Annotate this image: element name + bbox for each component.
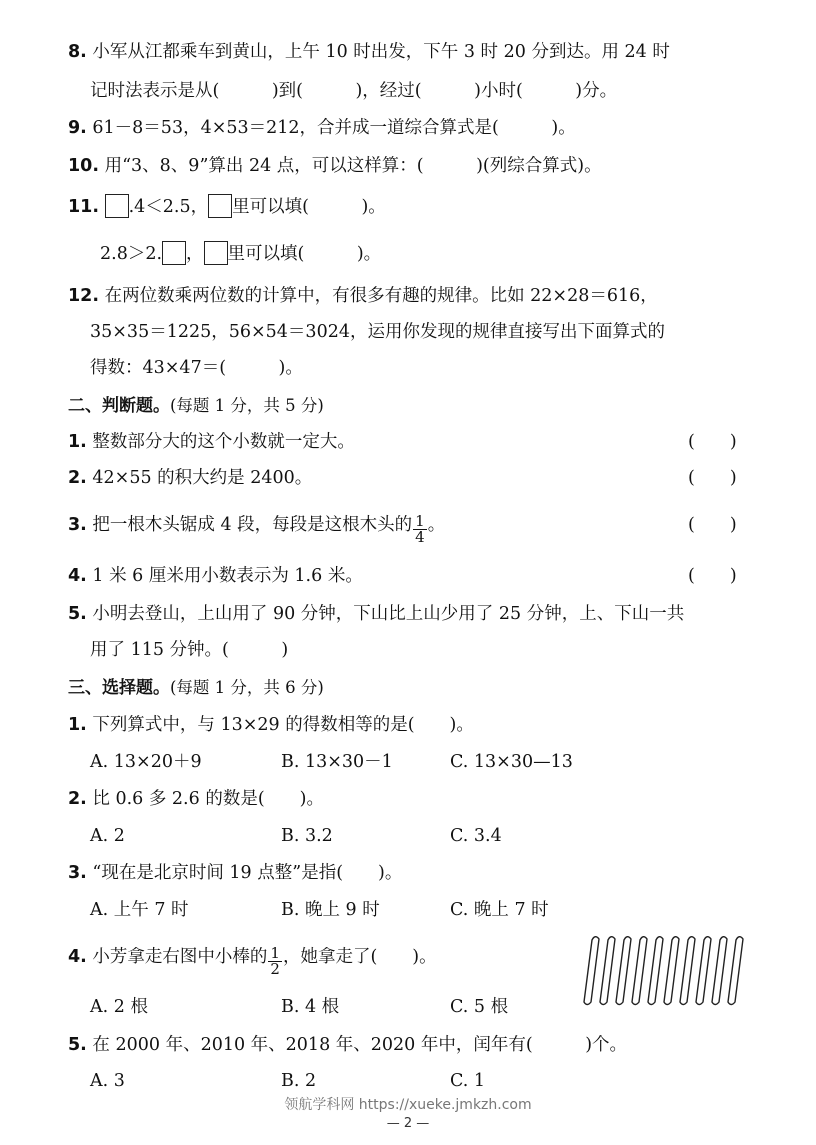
choice-1-option-b[interactable]: B. 13×30－1 xyxy=(281,752,393,772)
blank-box[interactable] xyxy=(162,241,186,265)
choice-5-option-c[interactable]: C. 1 xyxy=(450,1071,486,1091)
judge-4: 4. 1 米 6 厘米用小数表示为 1.6 米。 xyxy=(68,566,363,586)
judge-5-line-2: 用了 115 分钟。( ) xyxy=(90,640,289,660)
choice-3: 3. “现在是北京时间 19 点整”是指( )。 xyxy=(68,863,403,883)
choice-1-option-c[interactable]: C. 13×30—13 xyxy=(450,752,573,772)
stick xyxy=(680,937,695,1005)
choice-1: 1. 下列算式中，与 13×29 的得数相等的是( )。 xyxy=(68,715,474,735)
stick xyxy=(648,937,663,1005)
stick xyxy=(584,937,599,1005)
fraction: $\frac{1}{4}$ xyxy=(415,512,425,546)
choice-5-option-b[interactable]: B. 2 xyxy=(281,1071,317,1091)
section-3-heading: 三、选择题。(每题 1 分，共 6 分) xyxy=(68,678,324,698)
choice-5-option-a[interactable]: A. 3 xyxy=(90,1071,125,1091)
stick xyxy=(696,937,711,1005)
judge-3-answer[interactable]: ( ) xyxy=(688,515,737,535)
choice-3-option-c[interactable]: C. 晚上 7 时 xyxy=(450,900,549,920)
judge-1-answer[interactable]: ( ) xyxy=(688,432,737,452)
stick xyxy=(600,937,615,1005)
question-10: 10. 用“3、8、9”算出 24 点，可以这样算：( )(列综合算式)。 xyxy=(68,156,602,176)
choice-4-option-c[interactable]: C. 5 根 xyxy=(450,997,509,1017)
section-2-heading: 二、判断题。(每题 1 分，共 5 分) xyxy=(68,396,324,416)
choice-2-option-a[interactable]: A. 2 xyxy=(90,826,125,846)
question-8-line-1: 8. 小军从江都乘车到黄山，上午 10 时出发，下午 3 时 20 分到达。用 24 时 xyxy=(68,42,670,62)
page-number: — 2 — xyxy=(386,1116,430,1131)
stick xyxy=(728,937,743,1005)
choice-1-option-a[interactable]: A. 13×20＋9 xyxy=(90,752,202,772)
choice-4-option-b[interactable]: B. 4 根 xyxy=(281,997,340,1017)
choice-2-option-b[interactable]: B. 3.2 xyxy=(281,826,333,846)
judge-2-answer[interactable]: ( ) xyxy=(688,468,737,488)
stick xyxy=(664,937,679,1005)
judge-4-answer[interactable]: ( ) xyxy=(688,566,737,586)
judge-3: 3. 把一根木头锯成 4 段，每段是这根木头的 $\frac{1}{4}$ 。 xyxy=(68,512,446,546)
stick xyxy=(616,937,631,1005)
question-9: 9. 61－8＝53，4×53＝212，合并成一道综合算式是( )。 xyxy=(68,118,576,138)
question-12-line-3: 得数：43×47＝( )。 xyxy=(90,358,303,378)
choice-4-option-a[interactable]: A. 2 根 xyxy=(90,997,148,1017)
judge-2: 2. 42×55 的积大约是 2400。 xyxy=(68,468,313,488)
judge-1: 1. 整数部分大的这个小数就一定大。 xyxy=(68,432,355,452)
stick xyxy=(712,937,727,1005)
question-11-line-1: 11. .4＜2.5， 里可以填( )。 xyxy=(68,194,386,219)
choice-3-option-a[interactable]: A. 上午 7 时 xyxy=(90,900,189,920)
fraction: $\frac{1}{2}$ xyxy=(270,944,280,978)
question-11-line-2: 2.8＞2. ， 里可以填( )。 xyxy=(100,241,381,266)
blank-box[interactable] xyxy=(204,241,228,265)
blank-box[interactable] xyxy=(105,194,129,218)
choice-5: 5. 在 2000 年、2010 年、2018 年、2020 年中，闰年有( )个。 xyxy=(68,1035,628,1055)
watermark-text: 领航学科网 https://xueke.jmkzh.com xyxy=(284,1097,532,1113)
question-12-line-1: 12. 在两位数乘两位数的计算中，有很多有趣的规律。比如 22×28＝616， xyxy=(68,286,658,306)
question-8-line-2: 记时法表示是从( )到( )，经过( )小时( )分。 xyxy=(90,81,618,101)
choice-2-option-c[interactable]: C. 3.4 xyxy=(450,826,502,846)
question-12-line-2: 35×35＝1225，56×54＝3024，运用你发现的规律直接写出下面算式的 xyxy=(90,322,665,342)
choice-2: 2. 比 0.6 多 2.6 的数是( )。 xyxy=(68,789,324,809)
choice-3-option-b[interactable]: B. 晚上 9 时 xyxy=(281,900,380,920)
judge-5-line-1: 5. 小明去登山，上山用了 90 分钟，下山比上山少用了 25 分钟，上、下山一共 xyxy=(68,604,685,624)
choice-4: 4. 小芳拿走右图中小棒的 $\frac{1}{2}$ ，她拿走了( )。 xyxy=(68,944,437,978)
sticks-figure xyxy=(578,932,748,1008)
stick xyxy=(632,937,647,1005)
blank-box[interactable] xyxy=(208,194,232,218)
